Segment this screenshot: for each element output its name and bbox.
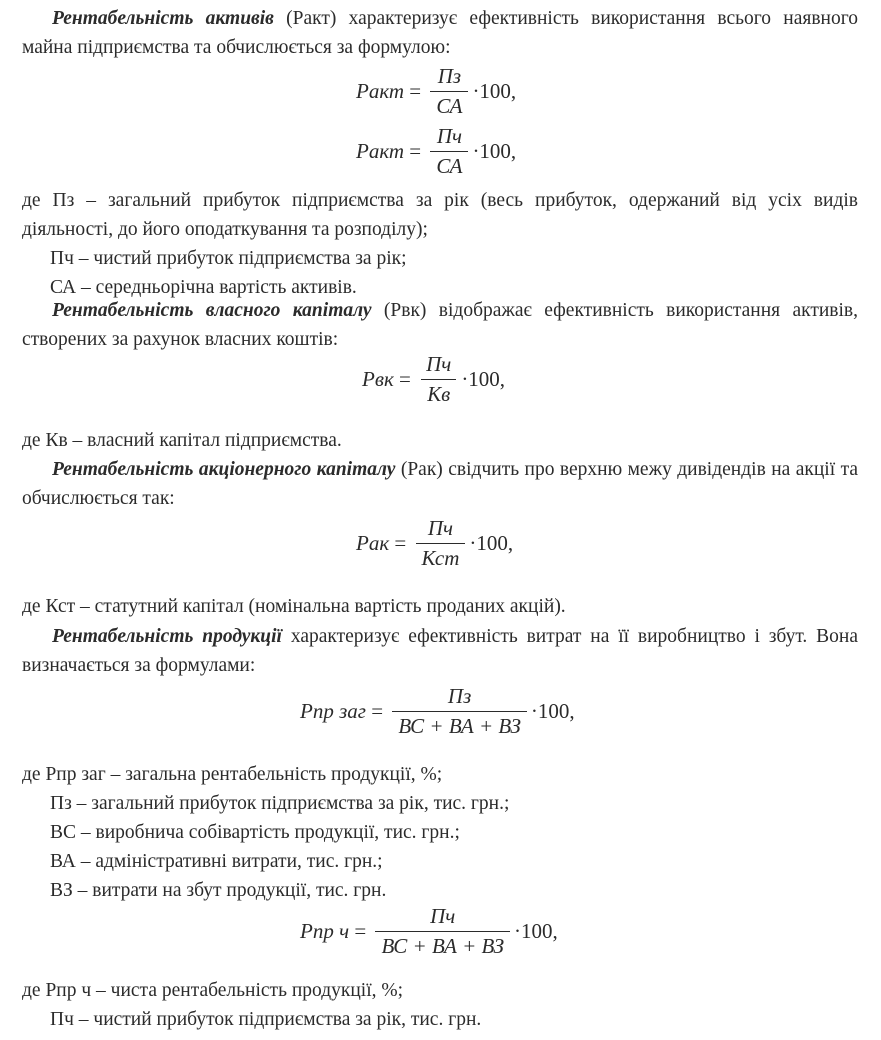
formula-2-denominator: СА [430, 151, 468, 179]
term-return-on-equity: Рентабельність власного капіталу [52, 300, 372, 321]
formula-3-denominator: Кв [421, 379, 456, 407]
formula-2-fraction [430, 124, 468, 179]
term-product-profitability: Рентабельність продукції [52, 626, 282, 647]
definitions-3-line-1: де Кст – статутний капітал (номінальна вартість проданих акцій). [22, 596, 566, 617]
paragraph-share-capital [22, 455, 858, 513]
definitions-5-line-5: ВЗ – витрати на збут продукції, тис. грн. [50, 880, 387, 901]
definitions-5-line-4: ВА – адміністративні витрати, тис. грн.; [50, 851, 383, 872]
formula-1-denominator: СА [430, 91, 468, 119]
formula-2: Pакт = $\frac{Пч}{СА}$ ·100, [356, 124, 517, 178]
term-share-capital: Рентабельність акціонерного капіталу [52, 459, 396, 480]
symbol-return-on-assets: (Pакт) [286, 8, 337, 29]
definitions-6-line-1: де Pпр ч – чиста рентабельність продукції, %; [22, 980, 404, 1001]
definitions-1-line-3: СА – середньорічна вартість активів. [50, 277, 357, 298]
formula-3-tail: ·100, [461, 367, 506, 391]
text-return-on-assets: характеризує ефективність використання всього наявного майна підприємства та обчислюється за формулою: [22, 8, 858, 58]
formula-1-lhs: Pакт [356, 79, 405, 103]
formula-4-tail: ·100, [469, 531, 514, 555]
text-product-profitability: характеризує ефективність витрат на її виробництво і збут. Вона визначається за формулами: [22, 626, 858, 676]
formula-1-tail: ·100, [472, 79, 517, 103]
formula-5-fraction [392, 684, 527, 739]
formula-4-numerator: Пч [427, 516, 454, 540]
paragraph-return-on-equity [22, 296, 858, 354]
paragraph-product-profitability [22, 622, 858, 680]
formula-1-fraction [430, 64, 468, 119]
text-share-capital: свідчить про верхню межу дивідендів на акції та обчислюється так: [22, 459, 858, 509]
formula-4-fraction [416, 516, 466, 571]
definitions-1-intro: де [22, 190, 41, 211]
formula-2-tail: ·100, [472, 139, 517, 163]
formula-6-tail: ·100, [514, 919, 558, 943]
formula-4: Pак = $\frac{Пч}{\text{Кст}}$ ·100, [356, 516, 514, 570]
formula-6: Pпр ч = $\frac{Пч}{ВС + ВА + ВЗ}$ ·100, [300, 904, 558, 958]
formula-1: Pакт = $\frac{Пз}{СА}$ ·100, [356, 64, 517, 118]
formula-5-denominator: ВС + ВА + ВЗ [392, 711, 527, 739]
definitions-5-line-2: Пз – загальний прибуток підприємства за рік, тис. грн.; [50, 793, 510, 814]
formula-5-numerator: Пз [447, 684, 472, 708]
paragraph-return-on-assets [22, 4, 858, 62]
formula-4-denominator: Кст [416, 543, 466, 571]
formula-6-lhs: Pпр ч [300, 919, 350, 943]
definitions-5-line-3: ВС – виробнича собівартість продукції, тис. грн.; [50, 822, 460, 843]
formula-2-numerator: Пч [436, 124, 462, 148]
formula-4-lhs: Pак [356, 531, 390, 555]
formula-5-lhs: Pпр заг [300, 699, 366, 723]
formula-3-fraction [420, 352, 457, 407]
formula-3-numerator: Пч [426, 352, 452, 376]
formula-6-fraction [375, 904, 510, 959]
formula-6-denominator: ВС + ВА + ВЗ [375, 931, 510, 959]
formula-6-numerator: Пч [430, 904, 456, 928]
text-return-on-equity: відображає ефективність використання активів, створених за рахунок власних коштів: [22, 300, 859, 350]
term-return-on-assets: Рентабельність активів [52, 8, 274, 29]
definitions-1-line-1: Пз – загальний прибуток підприємства за рік (весь прибуток, одержаний від усіх видів діяльності, до його оподаткування та розподілу); [22, 190, 858, 240]
definitions-2-line-1: де Кв – власний капітал підприємства. [22, 430, 342, 451]
formula-5-tail: ·100, [530, 699, 575, 723]
definitions-1 [22, 186, 858, 244]
formula-2-lhs: Pакт [356, 139, 405, 163]
definitions-6-line-2: Пч – чистий прибуток підприємства за рік, тис. грн. [50, 1009, 482, 1030]
formula-5: Pпр заг = $\frac{Пз}{ВС + ВА + ВЗ}$ ·100, [300, 684, 575, 738]
formula-3-lhs: Pвк [362, 367, 394, 391]
symbol-return-on-equity: (Pвк) [383, 300, 427, 321]
definitions-1-line-2: Пч – чистий прибуток підприємства за рік; [50, 248, 407, 269]
symbol-share-capital: (Pак) [400, 459, 443, 480]
formula-1-numerator: Пз [437, 64, 462, 88]
definitions-5-line-1: де Pпр заг – загальна рентабельність продукції, %; [22, 764, 443, 785]
formula-3: Pвк = $\frac{Пч}{Кв}$ ·100, [362, 352, 506, 406]
